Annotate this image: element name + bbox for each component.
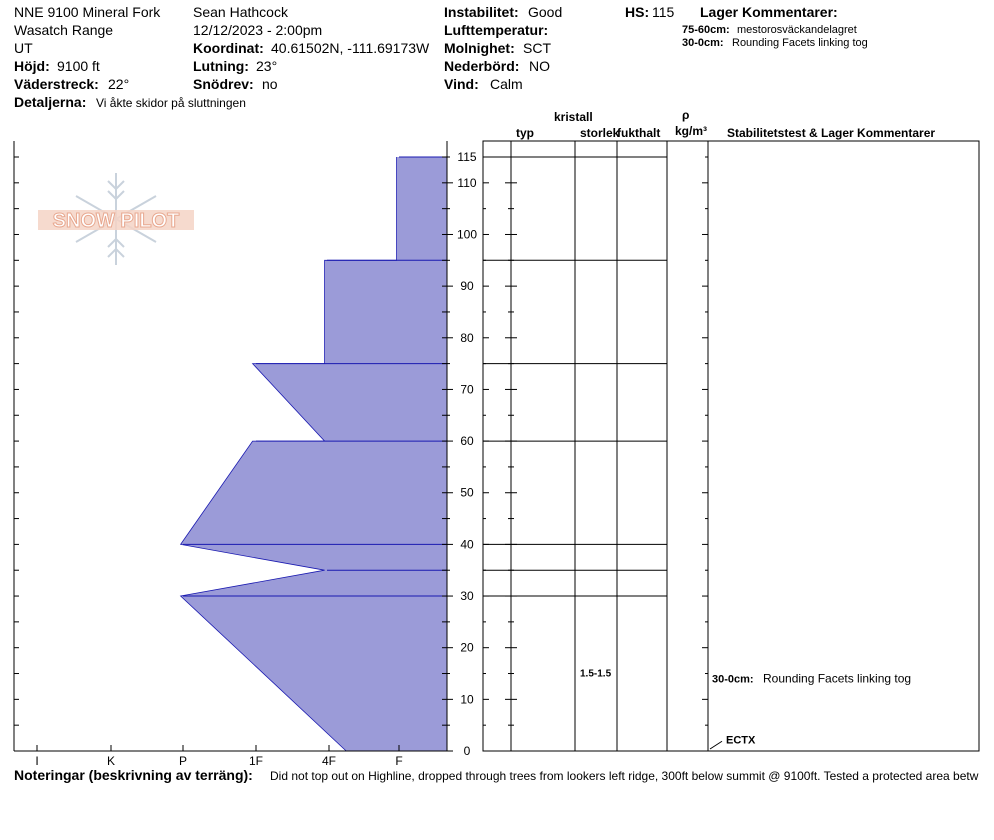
depth-tick-label: 10 xyxy=(460,692,474,707)
layer-comment-range-table: 30-0cm: xyxy=(712,673,754,686)
coordinate-label: Koordinat: xyxy=(193,40,264,56)
depth-tick-label: 100 xyxy=(456,227,478,242)
depth-tick-label: 20 xyxy=(460,640,474,655)
snowpilot-logo xyxy=(38,173,194,265)
air-temp-label: Lufttemperatur: xyxy=(444,22,549,38)
aspect-value: 22° xyxy=(108,76,130,92)
size-header: storlek xyxy=(580,126,620,140)
stability-test-label: ECTX xyxy=(726,734,756,747)
location: NNE 9100 Mineral Fork xyxy=(14,4,161,20)
hardness-tick-label: F xyxy=(395,754,403,768)
precip-label: Nederbörd: xyxy=(444,58,520,74)
datetime: 12/12/2023 - 2:00pm xyxy=(193,22,323,38)
hardness-profile-area xyxy=(181,157,447,751)
layer-comment-range: 75-60cm: xyxy=(682,24,730,36)
state: UT xyxy=(14,40,33,56)
slope-value: 23° xyxy=(256,58,278,74)
crystal-header: kristall xyxy=(554,110,593,124)
depth-tick-label: 80 xyxy=(460,330,474,345)
layer-comment-text-table: Rounding Facets linking tog xyxy=(763,671,912,686)
depth-tick-label: 30 xyxy=(460,589,474,604)
aspect-label: Väderstreck: xyxy=(14,76,99,92)
details-value: Vi åkte skidor på sluttningen xyxy=(96,96,246,110)
wind-label: Vind: xyxy=(444,76,479,92)
layer-comment-text: mestorosväckandelagret xyxy=(737,24,857,36)
moisture-header: fukthalt xyxy=(617,126,661,140)
sky-value: SCT xyxy=(523,40,551,56)
stability-header: Stabilitetstest & Lager Kommentarer xyxy=(727,126,936,140)
notes-value: Did not top out on Highline, dropped through trees from lookers left ridge, 300ft below summit @ 9100ft. Tested a protected area betw xyxy=(270,769,979,783)
stability-value: Good xyxy=(528,4,563,20)
depth-tick-label: 70 xyxy=(460,382,474,397)
elevation-value: 9100 ft xyxy=(57,58,100,74)
hardness-tick-label: 4F xyxy=(321,754,337,768)
type-header: typ xyxy=(516,126,534,140)
depth-tick-label: 40 xyxy=(460,537,474,552)
layer-comments-title: Lager Kommentarer: xyxy=(700,4,838,20)
depth-tick-label: 60 xyxy=(460,434,474,449)
layer-comment-range: 30-0cm: xyxy=(682,37,724,49)
slope-label: Lutning: xyxy=(193,58,249,74)
drift-value: no xyxy=(262,76,278,92)
elevation-label: Höjd: xyxy=(14,58,50,74)
wind-value: Calm xyxy=(490,76,523,92)
hardness-tick-label: I xyxy=(35,754,39,768)
precip-value: NO xyxy=(529,58,550,74)
layer-comment-text: Rounding Facets linking tog xyxy=(732,37,868,49)
details-label: Detaljerna: xyxy=(14,94,87,110)
logo-text: SNOW PILOT xyxy=(52,210,180,232)
depth-tick-label: 90 xyxy=(460,279,474,294)
sky-label: Molnighet: xyxy=(444,40,515,56)
grain-size-note: 1.5-1.5 xyxy=(580,668,612,680)
depth-tick-label: 115 xyxy=(457,150,477,164)
range: Wasatch Range xyxy=(14,22,114,38)
hardness-tick-label: 1F xyxy=(248,754,264,768)
hardness-tick-label: K xyxy=(106,754,116,768)
observer: Sean Hathcock xyxy=(193,4,288,20)
depth-tick-label: 50 xyxy=(460,485,474,500)
test-pointer xyxy=(710,741,722,749)
depth-tick-label: 0 xyxy=(463,744,471,758)
coordinate-value: 40.61502N, -111.69173W xyxy=(271,40,430,56)
density-unit-header: kg/m³ xyxy=(675,124,708,138)
layer-table xyxy=(483,141,979,751)
stability-label: Instabilitet: xyxy=(444,4,519,20)
hs-label: HS: xyxy=(625,4,650,20)
hardness-tick-label: P xyxy=(178,754,188,768)
hs-value: 115 xyxy=(652,4,675,20)
drift-label: Snödrev: xyxy=(193,76,254,92)
rho-header: ρ xyxy=(682,108,690,122)
depth-tick-label: 110 xyxy=(457,175,477,190)
notes-label: Noteringar (beskrivning av terräng): xyxy=(14,767,253,783)
